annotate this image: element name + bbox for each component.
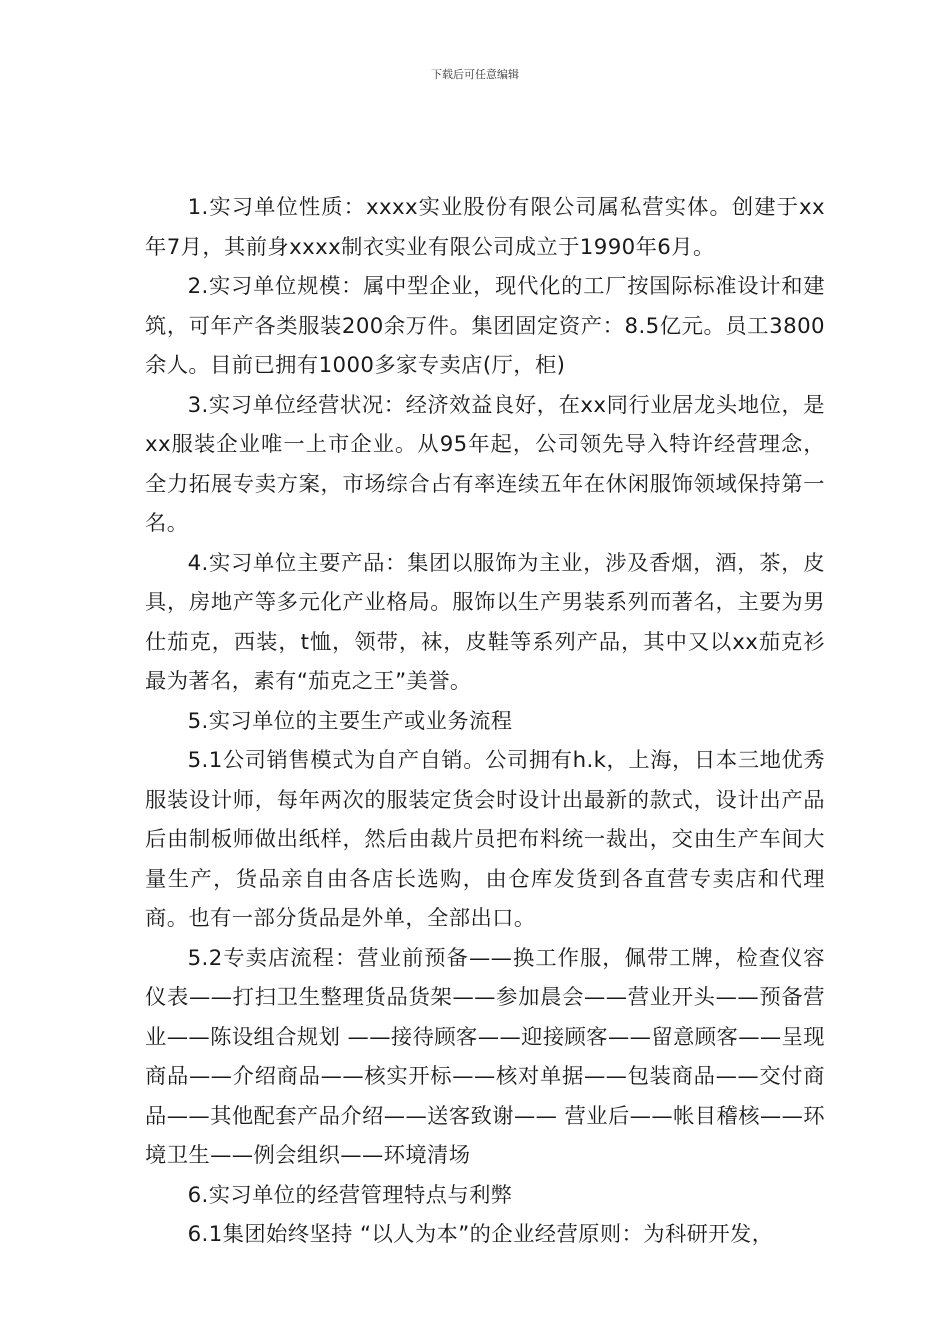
paragraph-process-heading: 5.实习单位的主要生产或业务流程 [187,708,513,734]
paragraph-store-process: 5.2专卖店流程：营业前预备——换工作服，佩带工牌，检查仪容仪表——打扫卫生整理货品货架——参加晨会——营业开头——预备营业——陈设组合规划 ——接待顾客——迎接顾客——留意顾客——呈现商品——介绍商品——核实开标——核对单据——包装商品——交付商品——其他配套产品介绍——送客致谢—— 营业后——帐目稽核——环境卫生——例会组织——环境清场 [145,945,825,1168]
paragraph-sales-model: 5.1公司销售模式为自产自销。公司拥有h.k，上海，日本三地优秀服装设计师，每年两次的服装定货会时设计出最新的款式，设计出产品后由制板师做出纸样，然后由裁片员把布料统一裁出，交由生产车间大量生产，货品亲自由各店长选购，由仓库发货到各直营专卖店和代理商。也有一部分货品是外单，全部出口。 [145,748,825,931]
paragraph-management-heading: 6.实习单位的经营管理特点与利弊 [187,1182,513,1208]
paragraph-unit-scale: 2.实习单位规模：属中型企业，现代化的工厂按国际标准设计和建筑，可年产各类服装200余万件。集团固定资产：8.5亿元。员工3800余人。目前已拥有1000多家专卖店(厅，柜) [145,274,825,378]
paragraph-business-status: 3.实习单位经营状况：经济效益良好，在xx同行业居龙头地位，是xx服装企业唯一上市企业。从95年起，公司领先导入特许经营理念，全力拓展专卖方案，市场综合占有率连续五年在休闲服饰领域保持第一名。 [145,392,825,536]
paragraph-people-oriented: 6.1集团始终坚持 “以人为本”的企业经营原则：为科研开发， [187,1222,774,1247]
document-body [145,188,825,1255]
paragraph-unit-nature: 1.实习单位性质：xxxx实业股份有限公司属私营实体。创建于xx年7月，其前身xxxx制衣实业有限公司成立于1990年6月。 [145,195,825,260]
page-header-note: 下载后可任意编辑 [431,68,519,81]
paragraph-main-products: 4.实习单位主要产品：集团以服饰为主业，涉及香烟，酒，茶，皮具，房地产等多元化产业格局。服饰以生产男装系列而著名，主要为男仕茄克，西装，t恤，领带，袜，皮鞋等系列产品，其中又以xx茄克衫最为著名，素有“茄克之王”美誉。 [145,550,825,694]
